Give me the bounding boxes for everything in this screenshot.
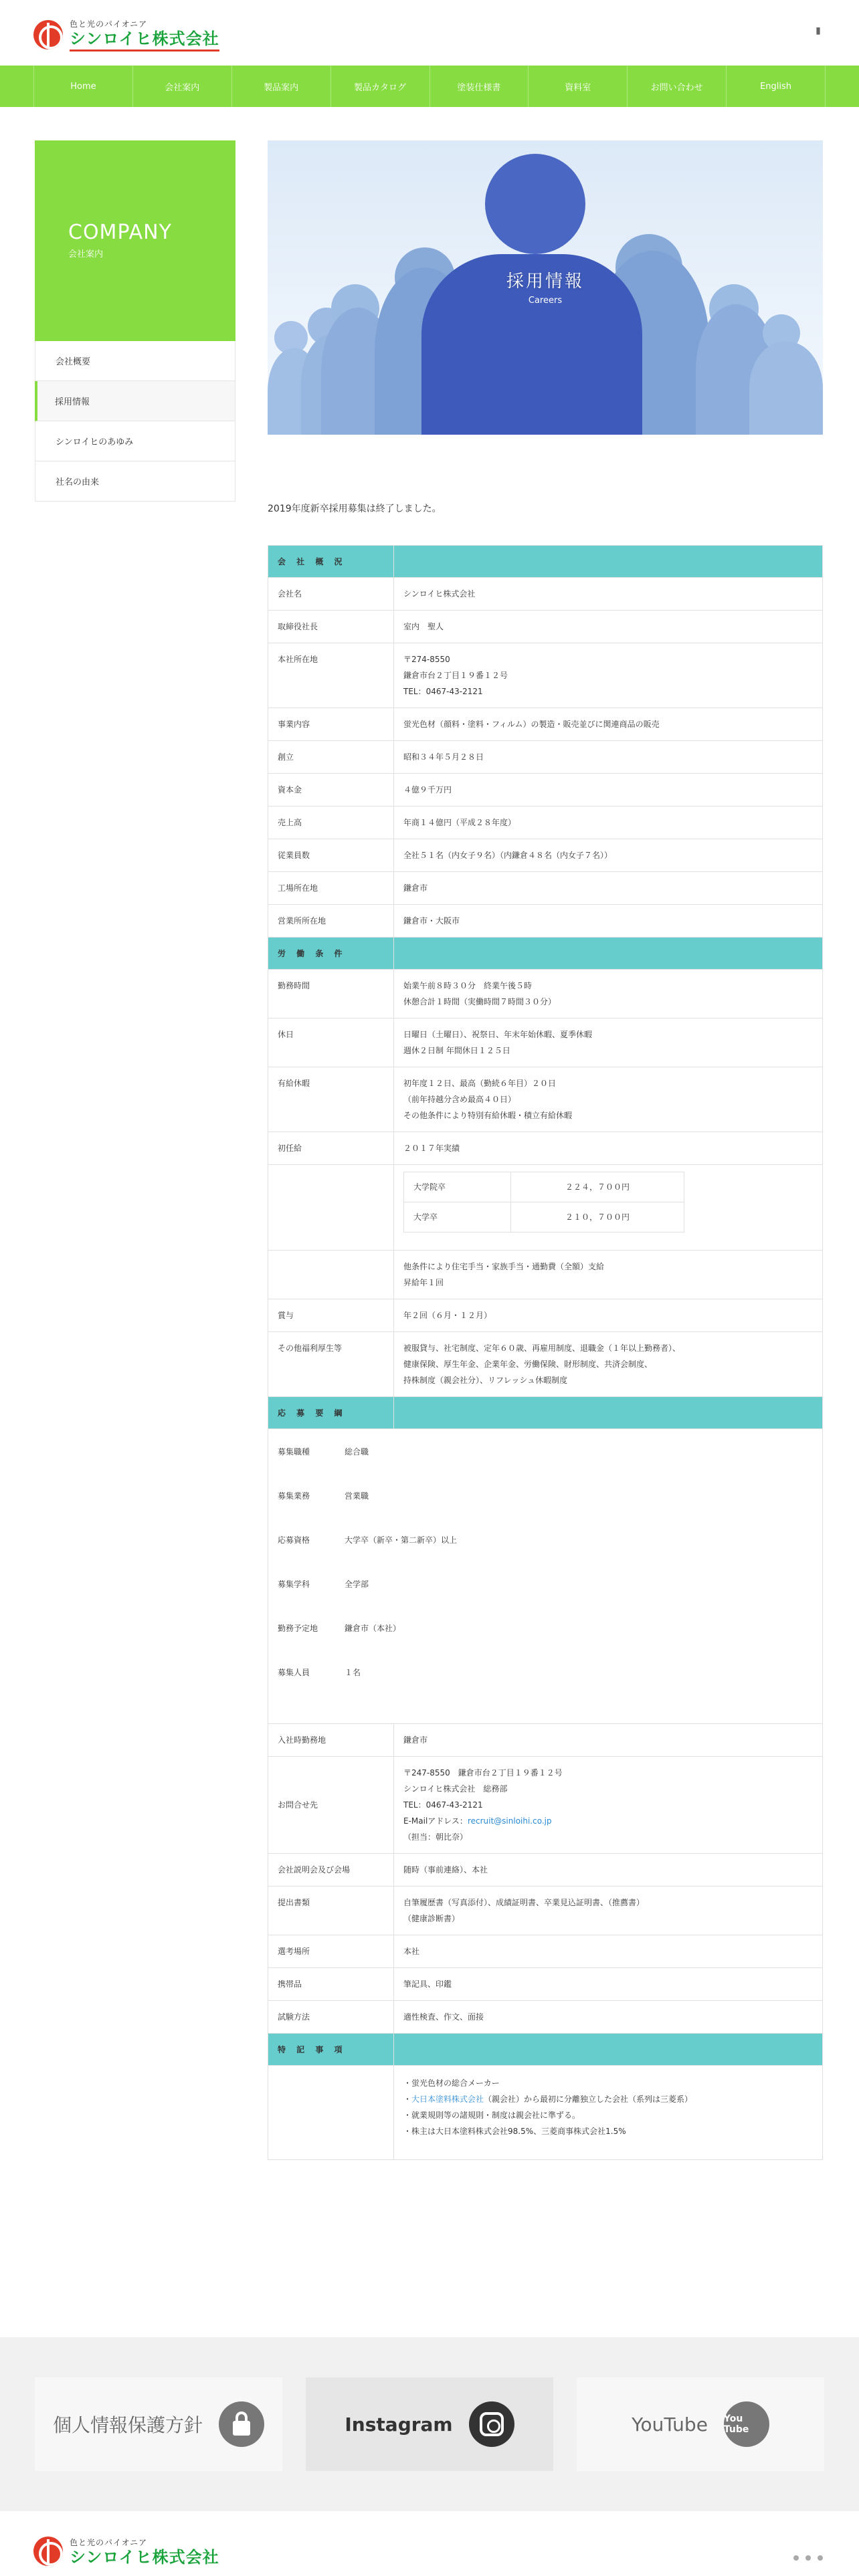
row-key: 工場所在地: [268, 872, 394, 905]
table-row: [268, 1332, 823, 1397]
section-header: 応 募 要 綱: [268, 1397, 823, 1429]
row-key: 資本金: [268, 774, 394, 807]
logo-company-name: シンロイヒ株式会社: [70, 2547, 219, 2567]
row-value: 日曜日（土曜日）、祝祭日、年末年始休暇、夏季休暇 週休２日制 年間休日１２５日: [394, 1018, 823, 1067]
row-value: 随時（事前連絡）、本社: [394, 1854, 823, 1887]
table-row: [268, 1724, 823, 1757]
application-item: 募集人員 １名: [278, 1668, 361, 1677]
row-value: 鎌倉市・大阪市: [394, 905, 823, 938]
nav-item-library[interactable]: 資料室: [528, 66, 627, 107]
row-key: 試験方法: [268, 2001, 394, 2034]
footer-link-icon[interactable]: [818, 2555, 823, 2561]
nav-item-english[interactable]: English: [726, 66, 826, 107]
row-key: お問合せ先: [268, 1757, 394, 1854]
row-value: 本社: [394, 1935, 823, 1968]
row-key: 本社所在地: [268, 643, 394, 708]
row-value: 蛍光色材（顔料・塗料・フィルム）の製造・販売並びに関連商品の販売: [394, 708, 823, 741]
application-item: 募集業務 営業職: [278, 1491, 369, 1501]
row-value: 筆記具、印鑑: [394, 1968, 823, 2001]
row-value: 室内 聖人: [394, 611, 823, 643]
table-row: [268, 1887, 823, 1935]
table-row: [268, 578, 823, 611]
footer-link-icon[interactable]: [805, 2555, 811, 2561]
table-row: お問合せ先 〒247-8550 鎌倉市台２丁目１９番１２号 シンロイヒ株式会社 総務部 TEL：0467-43-2121 E-Mailアドレス：recruit@sinloihi.co.jp （担当：朝比奈）: [268, 1757, 823, 1854]
row-value: 始業午前８時３０分 終業午後５時 休憩合計１時間（実働時間７時間３０分）: [394, 970, 823, 1018]
row-value: 初年度１２日、最高（勤続６年目）２０日 （前年持越分含め最高４０日） その他条件により特別有給休暇・積立有給休暇: [394, 1067, 823, 1132]
row-value: 年商１４億円（平成２８年度）: [394, 807, 823, 839]
row-value: 適性検査、作文、面接: [394, 2001, 823, 2034]
instagram-label: Instagram: [345, 2413, 453, 2436]
sidebar-title: COMPANY: [68, 221, 172, 244]
table-row: [268, 708, 823, 741]
sidebar-header: [35, 140, 235, 341]
site-header: [0, 0, 859, 66]
row-key: 勤務時間: [268, 970, 394, 1018]
table-row: [268, 1018, 823, 1067]
row-key: 事業内容: [268, 708, 394, 741]
hero-image: [268, 140, 823, 435]
row-key: 賞与: [268, 1299, 394, 1332]
row-key: 提出書類: [268, 1887, 394, 1935]
table-row: [268, 1299, 823, 1332]
table-row: [268, 872, 823, 905]
sidebar-subtitle: 会社案内: [68, 249, 104, 259]
row-value: シンロイヒ株式会社: [394, 578, 823, 611]
table-row: [268, 1165, 823, 1251]
recruitment-notice: 2019年度新卒採用募集は終了しました。: [268, 504, 442, 514]
row-value: 鎌倉市: [394, 872, 823, 905]
table-row: [268, 611, 823, 643]
row-key: その他福利厚生等: [268, 1332, 394, 1397]
table-row: [268, 905, 823, 938]
salary-year: ２０１７年実績: [403, 1144, 460, 1153]
row-key: 会社名: [268, 578, 394, 611]
privacy-policy-banner[interactable]: [35, 2377, 282, 2471]
instagram-icon: [469, 2401, 514, 2447]
table-row: [268, 741, 823, 774]
site-footer: [0, 2511, 859, 2576]
table-row: ・蛍光色材の総合メーカー ・大日本塗料株式会社（親会社）から最初に分離独立した会社（系列は三菱系） ・就業規則等の諸規則・制度は親会社に準ずる。 ・株主は大日本塗料株式会社98.5%、三菱商事株式会社1.5%: [268, 2066, 823, 2160]
application-item: 募集学科 全学部: [278, 1580, 369, 1589]
hero-title: 採用情報: [506, 272, 584, 292]
recruitment-table: [268, 545, 823, 2160]
logo-company-name: シンロイヒ株式会社: [70, 29, 219, 48]
logo-underline: [70, 49, 219, 51]
table-row: [268, 807, 823, 839]
table-row: 他条件により住宅手当・家族手当・通勤費（全額）支給 昇給年１回: [268, 1251, 823, 1299]
row-value: 昭和３４年５月２８日: [394, 741, 823, 774]
row-key: 初任給: [268, 1132, 394, 1165]
youtube-icon: You Tube: [724, 2401, 769, 2447]
row-key: 取締役社長: [268, 611, 394, 643]
row-key: 選考場所: [268, 1935, 394, 1968]
youtube-banner[interactable]: [577, 2377, 824, 2471]
table-row: [268, 1132, 823, 1165]
table-row: [268, 2001, 823, 2034]
row-key: 入社時勤務地: [268, 1724, 394, 1757]
row-key: 会社説明会及び会場: [268, 1854, 394, 1887]
global-nav: [0, 66, 859, 107]
application-item: 応募資格 大学卒（新卒・第二新卒）以上: [278, 1535, 458, 1545]
table-row: [268, 970, 823, 1018]
company-logo[interactable]: [33, 19, 219, 51]
row-key: 営業所所在地: [268, 905, 394, 938]
application-item: 募集職種 総合職: [278, 1447, 369, 1457]
sidebar-item-careers[interactable]: 採用情報: [35, 381, 235, 421]
lock-icon: [219, 2401, 264, 2447]
footer-logo[interactable]: [33, 2535, 219, 2567]
row-value: ４億９千万円: [394, 774, 823, 807]
salary-table: 大学院卒 ２２４，７００円 大学卒 ２１０，７００円: [403, 1172, 684, 1232]
row-value: 年２回（６月・１２月）: [394, 1299, 823, 1332]
table-row: [268, 1067, 823, 1132]
parent-company-link[interactable]: 大日本塗料株式会社: [411, 2095, 484, 2104]
row-value: 全社５１名（内女子９名）（内鎌倉４８名（内女子７名））: [394, 839, 823, 872]
footer-link-icon[interactable]: [793, 2555, 799, 2561]
sidebar-item-name-origin[interactable]: 社名の由来: [35, 461, 235, 502]
logo-mark-icon: [33, 20, 63, 49]
row-key: 有給休暇: [268, 1067, 394, 1132]
section-header: 会 社 概 況: [268, 546, 823, 578]
table-row: [268, 1429, 823, 1724]
row-key: 休日: [268, 1018, 394, 1067]
privacy-policy-label: 個人情報保護方針: [52, 2414, 203, 2436]
row-value: 〒274-8550 鎌倉市台２丁目１９番１２号 TEL：0467-43-2121: [394, 643, 823, 708]
email-link[interactable]: recruit@sinloihi.co.jp: [467, 1816, 552, 1826]
table-row: [268, 1968, 823, 2001]
hero-subtitle: Careers: [528, 296, 563, 306]
nav-item-catalog[interactable]: 製品カタログ: [330, 66, 430, 107]
row-key: 従業員数: [268, 839, 394, 872]
sidebar: [35, 140, 235, 502]
logo-mark-icon: [33, 2537, 63, 2566]
logo-tagline: 色と光のパイオニア: [70, 2537, 148, 2547]
sidebar-item-overview[interactable]: 会社概要: [35, 341, 235, 381]
logo-tagline: 色と光のパイオニア: [70, 19, 148, 29]
section-header: 特 記 事 項: [268, 2034, 823, 2066]
table-row: [268, 839, 823, 872]
menu-icon[interactable]: ▮: [816, 25, 821, 36]
table-row: [268, 774, 823, 807]
row-value: 鎌倉市: [394, 1724, 823, 1757]
nav-item-contact[interactable]: お問い合わせ: [627, 66, 726, 107]
application-item: 勤務予定地 鎌倉市（本社）: [278, 1624, 401, 1633]
table-row: [268, 1854, 823, 1887]
nav-item-painting-spec[interactable]: 塗装仕様書: [430, 66, 529, 107]
row-value: 自筆履歴書（写真添付）、成績証明書、卒業見込証明書、（推薦書） （健康診断書）: [394, 1887, 823, 1935]
nav-item-company[interactable]: 会社案内: [132, 66, 231, 107]
nav-item-products[interactable]: 製品案内: [231, 66, 330, 107]
nav-item-home[interactable]: Home: [33, 66, 132, 107]
row-key: 創立: [268, 741, 394, 774]
row-value: 被服貸与、社宅制度、定年６０歳、再雇用制度、退職金（１年以上勤務者）、 健康保険、厚生年金、企業年金、労働保険、財形制度、共済会制度、 持株制度（親会社分）、リフレッシュ休暇制度: [394, 1332, 823, 1397]
section-header: 労 働 条 件: [268, 938, 823, 970]
table-row: [268, 1935, 823, 1968]
row-key: 携帯品: [268, 1968, 394, 2001]
instagram-banner[interactable]: [306, 2377, 553, 2471]
row-key: 売上高: [268, 807, 394, 839]
sidebar-item-history[interactable]: シンロイヒのあゆみ: [35, 421, 235, 461]
youtube-label: YouTube: [632, 2413, 708, 2436]
table-row: [268, 643, 823, 708]
